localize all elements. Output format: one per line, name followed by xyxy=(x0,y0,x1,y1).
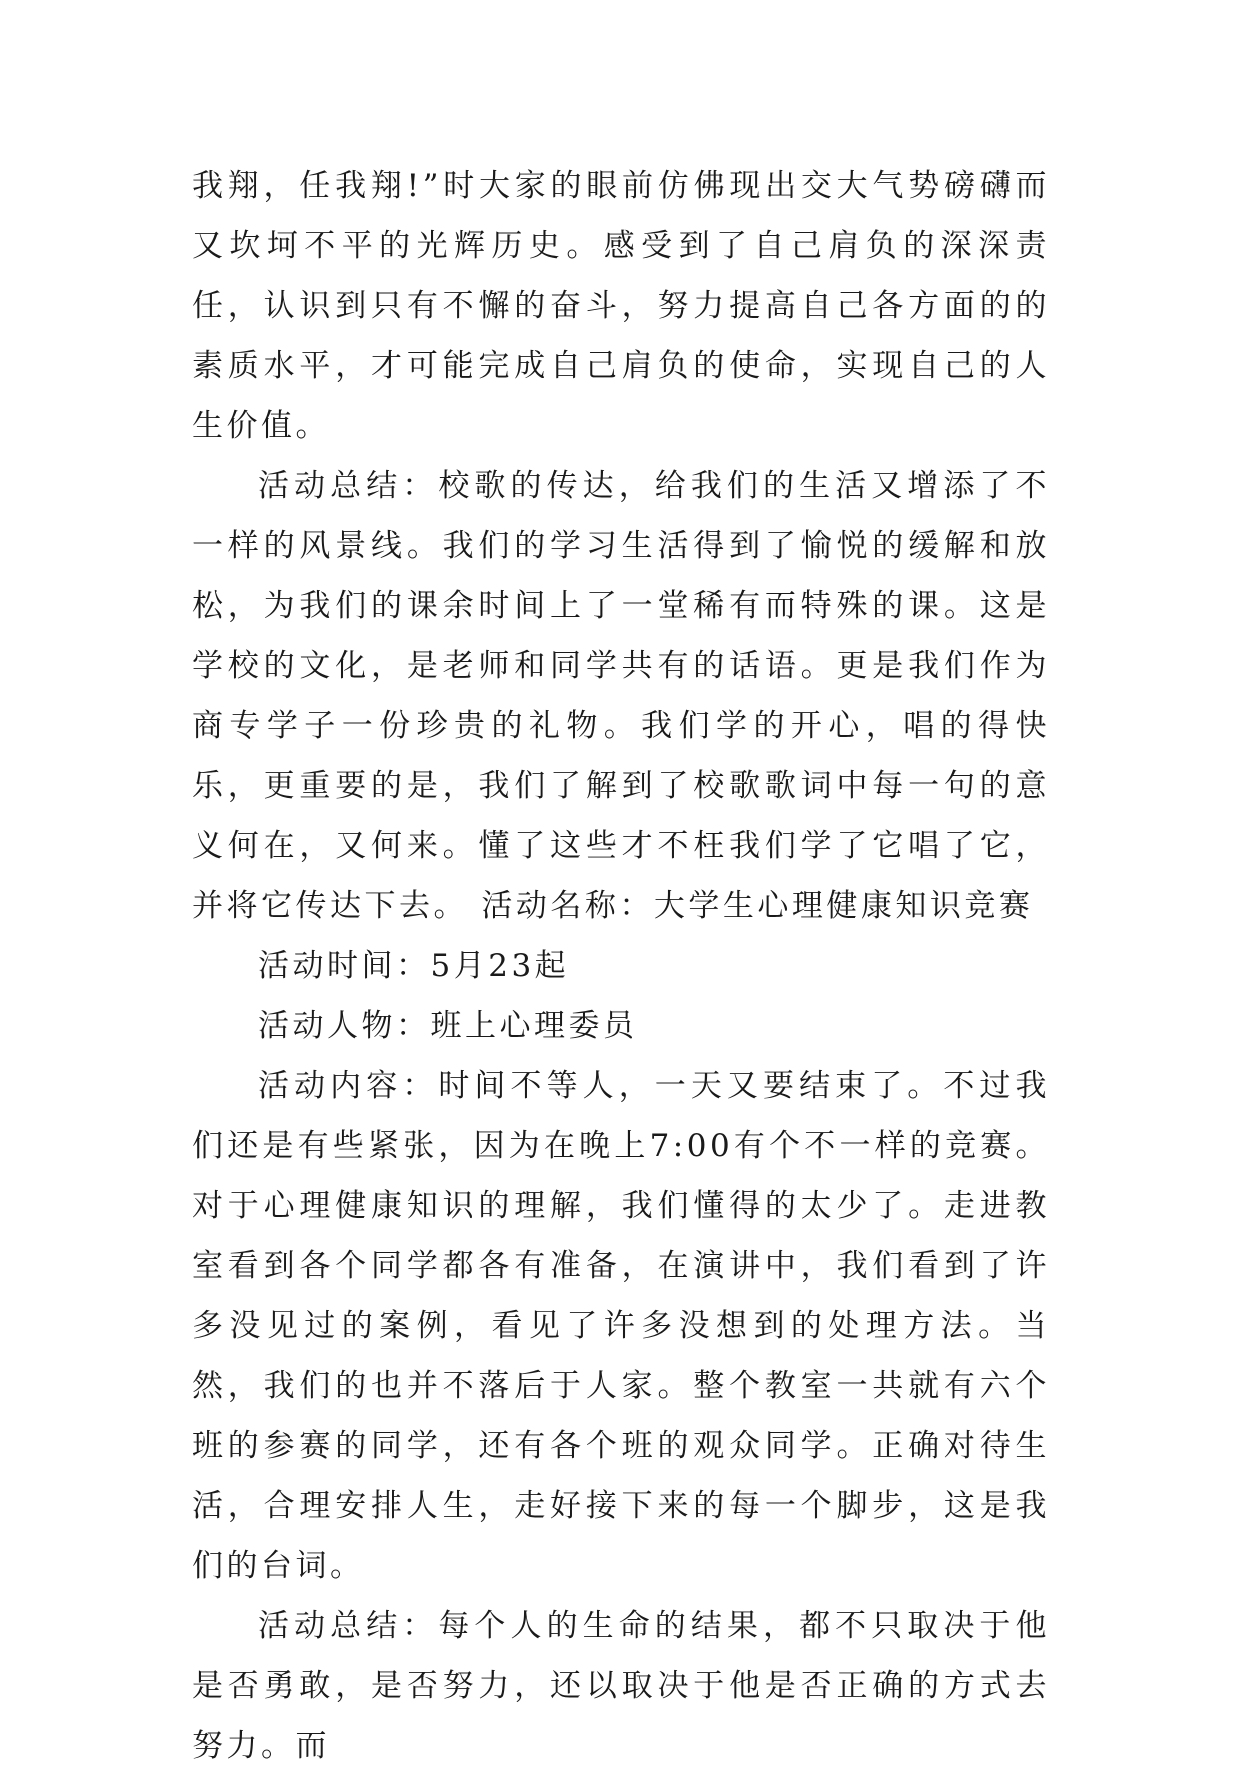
paragraph-activity-time: 活动时间：5月23起 xyxy=(258,948,570,984)
paragraph-history: 我翔，任我翔!”时大家的眼前仿佛现出交大气势磅礴而又坎坷不平的光辉历史。感受到了自己肩负的深深责任，认识到只有不懈的奋斗，努力提高自己各方面的的素质水平，才可能完成自己肩负的使命，实现自己的人生价值。 xyxy=(192,168,1050,444)
paragraph-activity-people: 活动人物：班上心理委员 xyxy=(258,1008,638,1044)
paragraph-competition-summary: 活动总结：每个人的生命的结果，都不只取决于他是否勇敢，是否努力，还以取决于他是否正确的方式去努力。而 xyxy=(192,1608,1050,1764)
document-body xyxy=(192,156,1050,1776)
paragraph-activity-content: 活动内容：时间不等人，一天又要结束了。不过我们还是有些紧张，因为在晚上7:00有个不一样的竞赛。对于心理健康知识的理解，我们懂得的太少了。走进教室看到各个同学都各有准备，在演讲中，我们看到了许多没见过的案例，看见了许多没想到的处理方法。当然，我们的也并不落后于人家。整个教室一共就有六个班的参赛的同学，还有各个班的观众同学。正确对待生活，合理安排人生，走好接下来的每一个脚步，这是我们的台词。 xyxy=(192,1068,1050,1584)
paragraph-school-song-summary: 活动总结：校歌的传达，给我们的生活又增添了不一样的风景线。我们的学习生活得到了愉悦的缓解和放松，为我们的课余时间上了一堂稀有而特殊的课。这是学校的文化，是老师和同学共有的话语。更是我们作为商专学子一份珍贵的礼物。我们学的开心，唱的得快乐，更重要的是，我们了解到了校歌歌词中每一句的意义何在，又何来。懂了这些才不枉我们学了它唱了它，并将它传达下去。 活动名称：大学生心理健康知识竞赛 xyxy=(192,468,1050,924)
